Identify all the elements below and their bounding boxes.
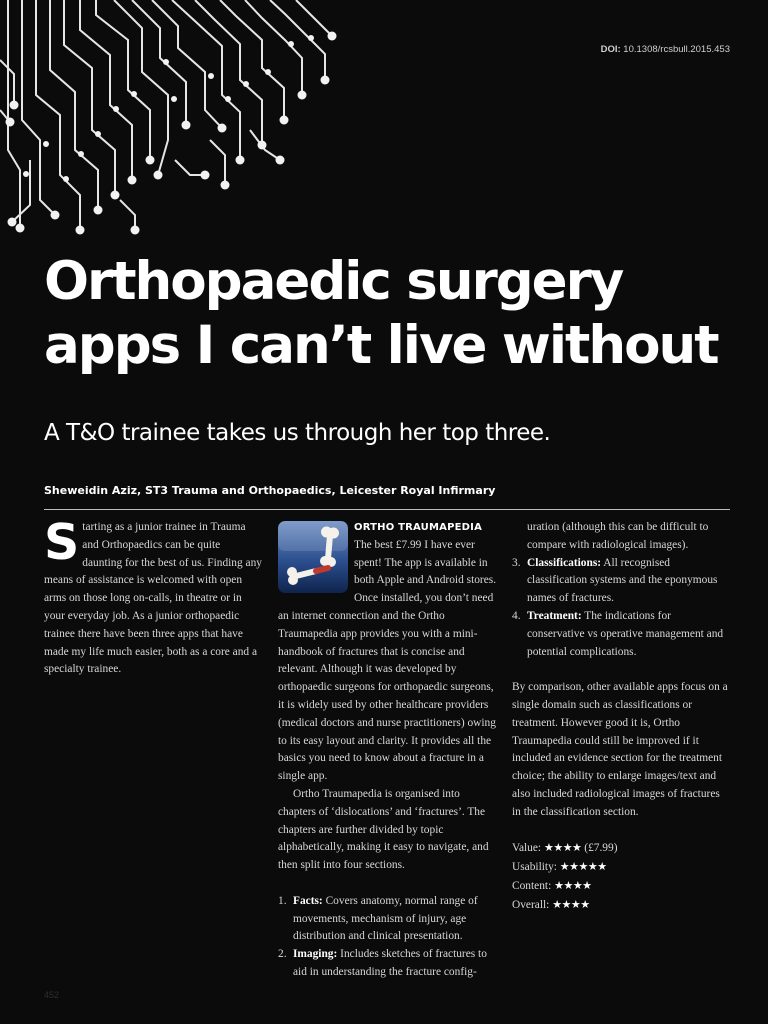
sections-list-part-2 — [512, 555, 730, 662]
app-heading: ORTHO TRAUMAPEDIA — [354, 522, 483, 533]
star-icon: ★★★★★ — [559, 860, 607, 874]
star-icon: ★★★★ — [554, 878, 592, 892]
app-paragraph-2: Ortho Traumapedia is organised into chapters of ‘dislocations’ and ‘fractures’. The chapters are further divided by topic alphabetically, making it easy to navigate, and then split into four sections. — [278, 787, 489, 872]
comparison-paragraph: By comparison, other available apps focus on a single domain such as classifications or treatment. However good it is, Ortho Traumapedia could still be improved if it included an evidence section for the treatment choice; the ability to enlarge images/text and also included radiological images of fractures in the classification section. — [512, 681, 728, 818]
doi-reference — [601, 44, 730, 55]
sections-list-part-1 — [278, 893, 498, 982]
page-number: 452 — [44, 990, 60, 1000]
doi-label: DOI: — [600, 44, 621, 55]
doi-value: 10.1308/rcsbull.2015.453 — [623, 44, 730, 55]
standfirst: A T&O trainee takes us through her top three. — [44, 420, 551, 446]
column-1 — [44, 514, 262, 679]
headline-line-2: apps I can’t live without — [44, 315, 718, 376]
circuit-board-graphic — [0, 0, 345, 240]
drop-cap: S — [44, 514, 80, 571]
list-item: 4. Treatment: The indications for conservative vs operative management and potential complications. — [512, 609, 724, 658]
headline-line-1: Orthopaedic surgery — [44, 251, 623, 312]
column-3 — [512, 519, 730, 915]
ratings — [512, 839, 730, 914]
app-paragraph-1: The best £7.99 I have ever spent! The app is available in both Apple and Android stores. Once installed, you don’t need an internet connection and the Ortho Traumapedia app provides you with a mini-handbook of fractures that is concise and relevant. Although it was developed by orthopaedic surgeons for orthopaedic surgeons, it is widely used by other healthcare providers (medical doctors and nurse practitioners) owing to its easy layout and clarity. It provides all the basics you need to know about a fracture in a single app. — [278, 538, 497, 783]
article-headline — [44, 250, 744, 378]
byline: Sheweidin Aziz, ST3 Trauma and Orthopaedics, Leicester Royal Infirmary — [44, 484, 496, 497]
column-2 — [278, 519, 498, 982]
list-item-continued: uration (although this can be difficult to compare with radiological images). — [527, 521, 709, 551]
list-item: 3. Classifications: All recognised classification systems and the eponymous names of fractures. — [512, 556, 718, 605]
divider-rule — [44, 509, 730, 510]
star-icon: ★★★★ — [543, 841, 582, 855]
list-item: 1. Facts: Covers anatomy, normal range of movements, mechanism of injury, age distribution and clinical presentation. — [278, 894, 478, 943]
rating-content: Content: ★★★★ — [512, 878, 592, 892]
intro-paragraph — [44, 514, 262, 679]
star-icon: ★★★★ — [552, 897, 590, 911]
rating-overall: Overall: ★★★★ — [512, 897, 590, 911]
rating-value: Value: ★★★★ (£7.99) — [512, 841, 618, 855]
rating-usability: Usability: ★★★★★ — [512, 860, 607, 874]
list-item: 2. Imaging: Includes sketches of fractures to aid in understanding the fracture config- — [278, 948, 487, 978]
bone-x-ray-icon — [278, 521, 348, 593]
intro-text: tarting as a junior trainee in Trauma and Orthopaedics can be quite daunting for the best of us. Finding any means of assistance is welcomed with open arms on those long on-calls, in theatre or in your everyday job. As a junior orthopaedic trainee there have been three apps that have made my life much easier, both as a core and a specialty trainee. — [44, 521, 262, 676]
